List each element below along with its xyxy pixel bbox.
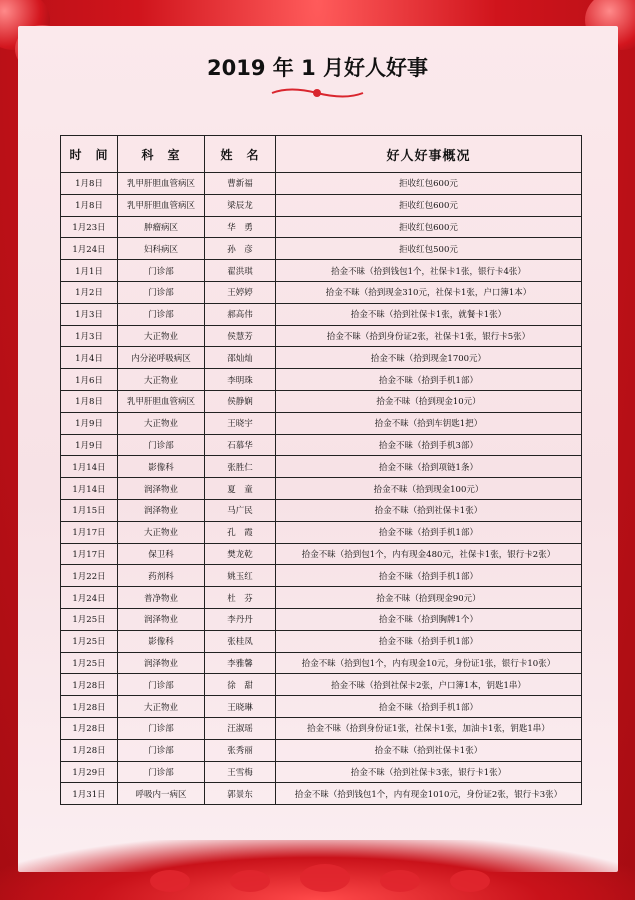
cell-summary: 拾金不昧（拾到包1个，内有现金10元，身份证1张，银行卡10张） xyxy=(276,652,582,674)
table-row xyxy=(61,325,582,347)
cell-department: 大正物业 xyxy=(118,521,205,543)
cell-summary: 拾金不昧（拾到项链1条） xyxy=(276,456,582,478)
cell-name: 樊龙乾 xyxy=(205,543,276,565)
cell-name: 李丹丹 xyxy=(205,608,276,630)
cell-summary: 拾金不昧（拾到社保卡1张） xyxy=(276,499,582,521)
cell-date: 1月28日 xyxy=(61,739,118,761)
cell-date: 1月14日 xyxy=(61,478,118,500)
cell-date: 1月3日 xyxy=(61,325,118,347)
cell-date: 1月4日 xyxy=(61,347,118,369)
cell-date: 1月25日 xyxy=(61,630,118,652)
cell-name: 李雅馨 xyxy=(205,652,276,674)
cell-name: 侯静娴 xyxy=(205,390,276,412)
cell-name: 郝高伟 xyxy=(205,303,276,325)
header-date: 时 间 xyxy=(61,136,118,173)
table-row xyxy=(61,434,582,456)
table-row xyxy=(61,369,582,391)
cell-date: 1月17日 xyxy=(61,521,118,543)
title-ornament-icon xyxy=(270,86,365,100)
cell-department: 门诊部 xyxy=(118,303,205,325)
table-row xyxy=(61,303,582,325)
cell-summary: 拾金不昧（拾到包1个，内有现金480元，社保卡1张，银行卡2张） xyxy=(276,543,582,565)
cell-summary: 拾金不昧（拾到社保卡3张，银行卡1张） xyxy=(276,761,582,783)
cell-date: 1月24日 xyxy=(61,587,118,609)
cell-name: 侯慧芳 xyxy=(205,325,276,347)
cell-date: 1月9日 xyxy=(61,412,118,434)
cell-name: 汪淑瑶 xyxy=(205,717,276,739)
cell-name: 杜 芬 xyxy=(205,587,276,609)
cell-department: 门诊部 xyxy=(118,761,205,783)
cell-date: 1月28日 xyxy=(61,696,118,718)
table-row xyxy=(61,194,582,216)
table-row xyxy=(61,565,582,587)
cell-name: 张秀丽 xyxy=(205,739,276,761)
cell-department: 保卫科 xyxy=(118,543,205,565)
cell-name: 徐 甜 xyxy=(205,674,276,696)
table-row xyxy=(61,587,582,609)
cell-name: 邵灿灿 xyxy=(205,347,276,369)
cell-department: 普净物业 xyxy=(118,587,205,609)
cell-name: 华 勇 xyxy=(205,216,276,238)
cell-summary: 拾金不昧（拾到手机1部） xyxy=(276,565,582,587)
cell-name: 郭景东 xyxy=(205,783,276,805)
cell-summary: 拾金不昧（拾到手机1部） xyxy=(276,521,582,543)
cell-name: 王雪梅 xyxy=(205,761,276,783)
cell-name: 梁辰龙 xyxy=(205,194,276,216)
cell-date: 1月9日 xyxy=(61,434,118,456)
cell-department: 妇科病区 xyxy=(118,238,205,260)
cell-summary: 拾金不昧（拾到钱包1个，社保卡1张，银行卡4张） xyxy=(276,260,582,282)
cell-name: 石慕华 xyxy=(205,434,276,456)
cell-name: 李明珠 xyxy=(205,369,276,391)
header-department: 科 室 xyxy=(118,136,205,173)
cell-department: 门诊部 xyxy=(118,674,205,696)
table-row xyxy=(61,739,582,761)
cell-date: 1月8日 xyxy=(61,194,118,216)
bottom-floral-icon xyxy=(0,840,635,900)
header-name: 姓 名 xyxy=(205,136,276,173)
header-summary: 好人好事概况 xyxy=(276,136,582,173)
table-row xyxy=(61,652,582,674)
cell-summary: 拾金不昧（拾到钱包1个，内有现金1010元，身份证2张，银行卡3张） xyxy=(276,783,582,805)
cell-name: 孙 彦 xyxy=(205,238,276,260)
cell-department: 门诊部 xyxy=(118,281,205,303)
cell-date: 1月28日 xyxy=(61,717,118,739)
cell-summary: 拾金不昧（拾到手机1部） xyxy=(276,630,582,652)
cell-department: 药剂科 xyxy=(118,565,205,587)
cell-summary: 拾金不昧（拾到手机1部） xyxy=(276,369,582,391)
cell-name: 王晓琳 xyxy=(205,696,276,718)
table-row xyxy=(61,216,582,238)
cell-name: 王婷婷 xyxy=(205,281,276,303)
cell-summary: 拾金不昧（拾到胸牌1个） xyxy=(276,608,582,630)
cell-summary: 拾金不昧（拾到社保卡2张，户口簿1本，钥匙1串） xyxy=(276,674,582,696)
cell-department: 大正物业 xyxy=(118,696,205,718)
table-row xyxy=(61,783,582,805)
table-row xyxy=(61,674,582,696)
cell-date: 1月28日 xyxy=(61,674,118,696)
cell-summary: 拾金不昧（拾到车钥匙1把） xyxy=(276,412,582,434)
table-row xyxy=(61,608,582,630)
cell-date: 1月25日 xyxy=(61,652,118,674)
page-title: 2019 年 1 月好人好事 xyxy=(207,56,428,80)
cell-department: 乳甲肝胆血管病区 xyxy=(118,194,205,216)
cell-name: 孔 霞 xyxy=(205,521,276,543)
cell-name: 张桂凤 xyxy=(205,630,276,652)
cell-date: 1月31日 xyxy=(61,783,118,805)
table-row xyxy=(61,456,582,478)
table-row xyxy=(61,260,582,282)
table-row xyxy=(61,347,582,369)
table-row xyxy=(61,717,582,739)
cell-department: 门诊部 xyxy=(118,434,205,456)
cell-summary: 拾金不昧（拾到身份证2张，社保卡1张，银行卡5张） xyxy=(276,325,582,347)
good-deeds-table xyxy=(60,135,582,805)
cell-department: 润泽物业 xyxy=(118,478,205,500)
cell-name: 姚玉红 xyxy=(205,565,276,587)
cell-department: 大正物业 xyxy=(118,369,205,391)
cell-department: 润泽物业 xyxy=(118,652,205,674)
cell-name: 张胜仁 xyxy=(205,456,276,478)
cell-department: 影像科 xyxy=(118,456,205,478)
cell-date: 1月8日 xyxy=(61,390,118,412)
table-row xyxy=(61,412,582,434)
table-body xyxy=(61,173,582,805)
cell-name: 曹新福 xyxy=(205,173,276,195)
cell-department: 门诊部 xyxy=(118,717,205,739)
cell-name: 夏 童 xyxy=(205,478,276,500)
cell-department: 润泽物业 xyxy=(118,499,205,521)
cell-department: 影像科 xyxy=(118,630,205,652)
cell-date: 1月22日 xyxy=(61,565,118,587)
cell-summary: 拒收红包600元 xyxy=(276,173,582,195)
table-row xyxy=(61,281,582,303)
cell-department: 大正物业 xyxy=(118,325,205,347)
cell-date: 1月2日 xyxy=(61,281,118,303)
table-row xyxy=(61,499,582,521)
cell-department: 大正物业 xyxy=(118,412,205,434)
cell-date: 1月29日 xyxy=(61,761,118,783)
table-row xyxy=(61,173,582,195)
cell-department: 乳甲肝胆血管病区 xyxy=(118,173,205,195)
cell-department: 润泽物业 xyxy=(118,608,205,630)
cell-department: 乳甲肝胆血管病区 xyxy=(118,390,205,412)
cell-date: 1月17日 xyxy=(61,543,118,565)
cell-name: 翟洪琪 xyxy=(205,260,276,282)
cell-date: 1月3日 xyxy=(61,303,118,325)
cell-summary: 拾金不昧（拾到身份证1张，社保卡1张，加油卡1张，钥匙1串） xyxy=(276,717,582,739)
cell-department: 呼吸内一病区 xyxy=(118,783,205,805)
table-row xyxy=(61,543,582,565)
cell-department: 肿瘤病区 xyxy=(118,216,205,238)
cell-summary: 拾金不昧（拾到手机3部） xyxy=(276,434,582,456)
cell-summary: 拾金不昧（拾到现金1700元） xyxy=(276,347,582,369)
cell-department: 内分泌呼吸病区 xyxy=(118,347,205,369)
table-header-row xyxy=(61,136,582,173)
cell-date: 1月15日 xyxy=(61,499,118,521)
table-row xyxy=(61,238,582,260)
cell-summary: 拒收红包500元 xyxy=(276,238,582,260)
cell-summary: 拒收红包600元 xyxy=(276,216,582,238)
cell-summary: 拾金不昧（拾到社保卡1张，就餐卡1张） xyxy=(276,303,582,325)
cell-date: 1月14日 xyxy=(61,456,118,478)
table-row xyxy=(61,761,582,783)
cell-date: 1月23日 xyxy=(61,216,118,238)
cell-department: 门诊部 xyxy=(118,739,205,761)
cell-date: 1月6日 xyxy=(61,369,118,391)
table-row xyxy=(61,630,582,652)
cell-summary: 拾金不昧（拾到现金310元，社保卡1张，户口簿1本） xyxy=(276,281,582,303)
cell-summary: 拾金不昧（拾到现金10元） xyxy=(276,390,582,412)
cell-name: 马广民 xyxy=(205,499,276,521)
cell-date: 1月24日 xyxy=(61,238,118,260)
table-row xyxy=(61,478,582,500)
cell-date: 1月25日 xyxy=(61,608,118,630)
table-row xyxy=(61,521,582,543)
cell-name: 王晓宇 xyxy=(205,412,276,434)
table-row xyxy=(61,696,582,718)
cell-date: 1月1日 xyxy=(61,260,118,282)
cell-summary: 拾金不昧（拾到现金100元） xyxy=(276,478,582,500)
cell-summary: 拒收红包600元 xyxy=(276,194,582,216)
cell-date: 1月8日 xyxy=(61,173,118,195)
cell-department: 门诊部 xyxy=(118,260,205,282)
cell-summary: 拾金不昧（拾到现金90元） xyxy=(276,587,582,609)
cell-summary: 拾金不昧（拾到社保卡1张） xyxy=(276,739,582,761)
cell-summary: 拾金不昧（拾到手机1部） xyxy=(276,696,582,718)
table-row xyxy=(61,390,582,412)
